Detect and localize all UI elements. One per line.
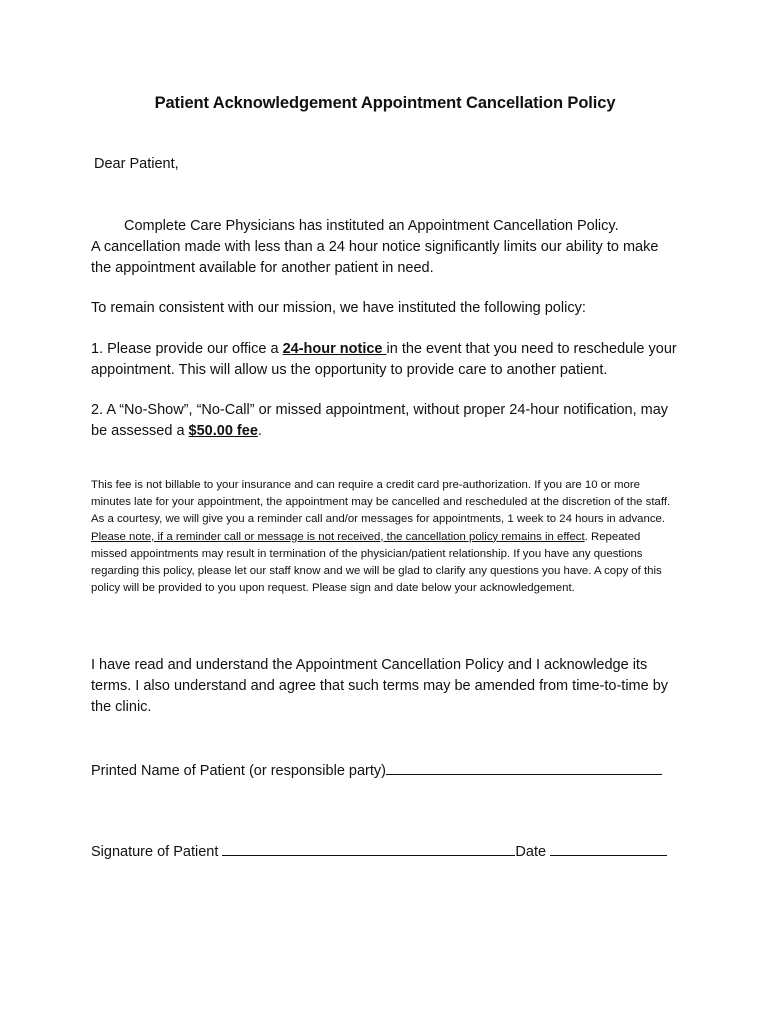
fee-emphasis: $50.00 fee (188, 423, 258, 439)
policy-item-2 (91, 400, 681, 442)
greeting: Dear Patient, (94, 156, 179, 172)
fine-print-paragraph (91, 477, 676, 597)
date-field[interactable] (550, 839, 667, 856)
policy-item-1-prefix: 1. Please provide our office a (91, 341, 283, 357)
signature-label: Signature of Patient (91, 844, 223, 860)
document-title: Patient Acknowledgement Appointment Cancellation Policy (154, 94, 616, 112)
policy-item-1 (91, 339, 681, 381)
printed-name-label: Printed Name of Patient (or responsible party) (91, 763, 386, 779)
fine-print-underlined-note: Please note, if a reminder call or message is not received, the cancellation policy remains in effect (91, 530, 585, 543)
date-label: Date (515, 844, 551, 860)
policy-item-2-prefix: 2. A “No-Show”, “No-Call” or missed appointment, without proper 24-hour notification, may be assessed a (91, 402, 669, 439)
acknowledgement-paragraph: I have read and understand the Appointment Cancellation Policy and I acknowledge its terms. I also understand and agree that such terms may be amended from time-to-time by the clinic. (91, 657, 669, 715)
intro-paragraph (91, 216, 681, 279)
printed-name-row (91, 758, 662, 782)
signature-row (91, 839, 667, 863)
printed-name-field[interactable] (386, 758, 662, 775)
policy-item-2-suffix: . (257, 423, 262, 439)
mission-statement: To remain consistent with our mission, we have instituted the following policy: (91, 300, 586, 316)
policy-item-1-suffix: in the event that you need to reschedule your appointment. This will allow us the opportunity to provide care to another patient. (91, 341, 677, 378)
fine-print-part-1: This fee is not billable to your insurance and can require a credit card pre-authorization. If you are 10 or more minutes late for your appointment, the appointment may be cancelled and rescheduled at the discretion of the staff. As a courtesy, we will give you a reminder call and/or messages for appointments, 1 week to 24 hours in advance. (91, 479, 671, 526)
signature-field[interactable] (222, 839, 515, 856)
fine-print-part-2: . Repeated missed appointments may result in termination of the physician/patient relationship. If you have any questions regarding this policy, please let our staff know and we will be glad to clarify any questions you have. A copy of this policy will be provided to you upon request. Please sign and date below your acknowledgement. (91, 530, 662, 595)
intro-line-1: Complete Care Physicians has instituted an Appointment Cancellation Policy. (124, 218, 619, 234)
notice-emphasis: 24-hour notice (282, 341, 387, 357)
intro-line-2: A cancellation made with less than a 24 hour notice significantly limits our ability to make the appointment available for another patient in need. (91, 239, 659, 276)
